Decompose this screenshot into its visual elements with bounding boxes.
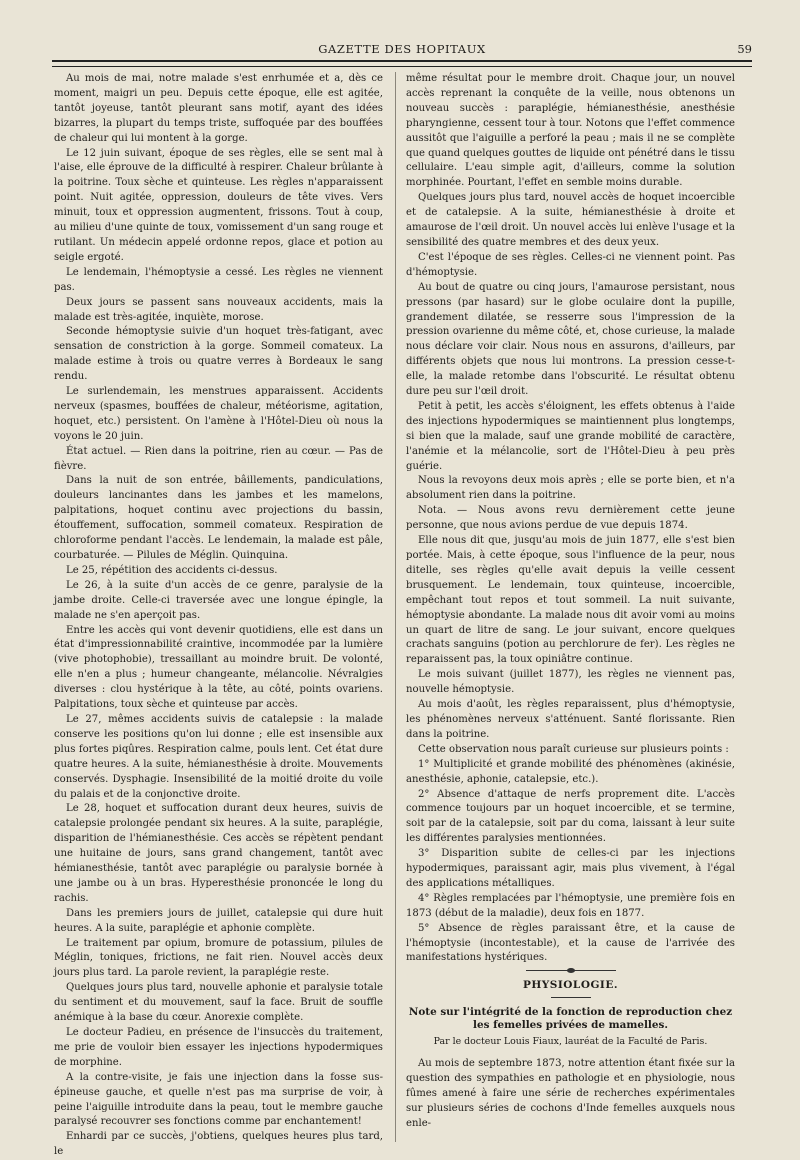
paragraph: Quelques jours plus tard, nouvel accès de hoquet incoercible et de catalepsie. A la suite, hémianesthésie à droite et amaurose de l'œil droit. Un nouvel accès lui enlève l'usage et la sensibilité des quatre membres et des deux yeux. <box>406 192 735 248</box>
left-column <box>54 72 383 1160</box>
paragraph: Deux jours se passent sans nouveaux accidents, mais la malade est très-agitée, inquiète, morose. <box>54 296 383 323</box>
section-title: PHYSIOLOGIE. <box>522 979 619 992</box>
paragraph: 4° Règles remplacées par l'hémoptysie, une première fois en 1873 (début de la maladie), deux fois en 1877. <box>406 892 735 919</box>
paragraph: Petit à petit, les accès s'éloignent, les effets obtenus à l'aide des injections hypodermiques se maintiennent plus longtemps, si bien que la malade, sauf une grande mobilité de caractère, l'anémie et la mélancolie, sort de l'Hôtel-Dieu à peu près guérie. <box>406 400 735 472</box>
article-title: Note sur l'intégrité de la fonction de reproduction chez les femelles privées de mamelles. <box>408 1006 733 1032</box>
paragraph: Seconde hémoptysie suivie d'un hoquet très-fatigant, avec sensation de constriction à la gorge. Sommeil comateux. La malade estime à trois ou quatre verres à Bordeaux le sang rendu. <box>54 326 383 383</box>
paragraph: Au mois de mai, notre malade s'est enrhumée et a, dès ce moment, maigri un peu. Depuis cette époque, elle est agitée, tantôt joyeuse, tantôt pleurant sans motif, ayant des idées bizarres, la plupart du temps triste, suffoquée par des bouffées de chaleur qui lui montent à la gorge. <box>54 73 383 144</box>
paragraph: 5° Absence de règles paraissant être, et la cause de l'hémoptysie (incontestable), et la cause de l'arrivée des manifestations hystériques. <box>406 922 735 964</box>
paragraph: Le 25, répétition des accidents ci-dessus. <box>66 564 278 576</box>
page-number: 59 <box>737 42 752 56</box>
paragraph: Le 12 juin suivant, époque de ses règles, elle se sent mal à l'aise, elle éprouve de la difficulté à respirer. Chaleur brûlante à la poitrine. Toux sèche et quinteuse. Les règles n'apparaissent point. Nuit agitée, oppression, douleurs de tête vives. Vers minuit, toux et oppression augmentent, frissons. Tout à coup, au milieu d'une quinte de toux, vomissement d'un sang rouge et rutilant. Un médecin appelé ordonne repos, glace et potion au seigle ergoté. <box>54 147 383 263</box>
paragraph: Dans la nuit de son entrée, bâillements, pandiculations, douleurs lancinantes dans les jambes et les mamelons, palpitations, hoquet continu avec projections du bassin, étouffement, suffocation, sommeil comateux. Respiration de chloroforme pendant l'accès. Le lendemain, la malade est pâle, courbaturée. — Pilules de Méglin. Quinquina. <box>54 475 383 561</box>
text-columns <box>54 72 752 1158</box>
section-separator <box>526 968 616 974</box>
paragraph: 2° Absence d'attaque de nerfs proprement dite. L'accès commence toujours par un hoquet incoercible, et se termine, soit par de la catalepsie, soit par du coma, laissant à leur suite les différentes paralysies mentionnées. <box>406 788 735 845</box>
paragraph: 3° Disparition subite de celles-ci par les injections hypodermiques, paraissant agir, mais plus vivement, à l'égal des applications métalliques. <box>406 848 735 889</box>
paragraph: même résultat pour le membre droit. Chaque jour, un nouvel accès reprenant la conquête de la veille, nous obtenons un nouveau succès : paraplégie, hémianesthésie, anesthésie pharyngienne, cessent tour à tour. Notons que l'effet commence aussitôt que l'aiguille a perforé la peau ; mais il ne se complète que quand quelques gouttes de liquide ont pénétré dans le tissu cellulaire. L'eau simple agit, d'ailleurs, comme la solution morphinée. Pourtant, l'effet en semble moins durable. <box>406 73 735 189</box>
paragraph: Elle nous dit que, jusqu'au mois de juin 1877, elle s'est bien portée. Mais, à cette époque, sous l'influence de la peur, nous ditelle, ses règles qu'elle avait depuis la veille cessent brusquement. Le lendemain, toux quinteuse, incoercible, empêchant tout repos et tout sommeil. La nuit suivante, hémoptysie abondante. La malade nous dit avoir vomi au moins un quart de litre de sang. Le jour suivant, encore quelques crachats sanguins (potion au perchlorure de fer). Les règles ne reparaissent pas, la toux opiniâtre continue. <box>406 535 735 666</box>
header-rule <box>52 60 752 67</box>
column-divider <box>395 72 396 1142</box>
paragraph: Au bout de quatre ou cinq jours, l'amaurose persistant, nous pressons (par hasard) sur le globe oculaire dont la pupille, grandement dilatée, se resserre sous l'impression de la pression ovarienne du même côté, et, chose curieuse, la malade nous déclare voir clair. Nous nous en assurons, d'ailleurs, par différents objets que nous lui montrons. La pression cesse-t-elle, la malade retombe dans l'obscurité. Le résultat obtenu dure peu sur l'œil droit. <box>406 281 735 398</box>
article-byline: Par le docteur Louis Fiaux, lauréat de la Faculté de Paris. <box>433 1036 708 1048</box>
paragraph: Quelques jours plus tard, nouvelle aphonie et paralysie totale du sentiment et du mouvement, sauf la face. Bruit de souffle anémique à la base du cœur. Anorexie complète. <box>54 982 383 1024</box>
title-rule <box>551 997 591 998</box>
paragraph: Le traitement par opium, bromure de potassium, pilules de Méglin, toniques, frictions, ne fait rien. Nouvel accès deux jours plus tard. La parole revient, la paraplégie reste. <box>54 937 383 979</box>
paragraph: Cette observation nous paraît curieuse sur plusieurs points : <box>418 743 729 755</box>
paragraph: Enhardi par ce succès, j'obtiens, quelques heures plus tard, le <box>54 1131 383 1158</box>
paragraph: Au mois d'août, les règles reparaissent, plus d'hémoptysie, les phénomènes nerveux s'atténuent. Santé florissante. Rien dans la poitrine. <box>406 699 735 740</box>
paragraph: Dans les premiers jours de juillet, catalepsie qui dure huit heures. A la suite, paraplégie et aphonie complète. <box>54 907 383 934</box>
paragraph: Le docteur Padieu, en présence de l'insuccès du traitement, me prie de vouloir bien essayer les injections hypodermiques de morphine. <box>54 1027 383 1068</box>
paragraph: État actuel. — Rien dans la poitrine, rien au cœur. — Pas de fièvre. <box>54 445 383 472</box>
paragraph: A la contre-visite, je fais une injection dans la fosse sus-épineuse gauche, et quelle n'est pas ma surprise de voir, à peine l'aiguille introduite dans la peau, tout le membre gauche paralysé recouvrer ses fonctions comme par enchantement! <box>54 1071 383 1128</box>
paragraph: Nous la revoyons deux mois après ; elle se porte bien, et n'a absolument rien dans la poitrine. <box>406 475 735 502</box>
paragraph: Le 26, à la suite d'un accès de ce genre, paralysie de la jambe droite. Celle-ci traversée avec une longue épingle, la malade ne s'en aperçoit pas. <box>54 579 383 621</box>
paragraph: 1° Multiplicité et grande mobilité des phénomènes (akinésie, anesthésie, aphonie, catalepsie, etc.). <box>406 758 735 785</box>
page-header <box>52 40 752 62</box>
paragraph: Nota. — Nous avons revu dernièrement cette jeune personne, que nous avions perdue de vue depuis 1874. <box>406 505 735 532</box>
paragraph: Le 28, hoquet et suffocation durant deux heures, suivis de catalepsie prolongée pendant six heures. A la suite, paraplégie, disparition de l'hémianesthésie. Ces accès se répètent pendant une huitaine de jours, sans grand changement, tantôt avec hémianesthésie, tantôt avec paraplégie ou paralysie bornée à une jambe ou à un bras. Hyperesthésie prononcée le long du rachis. <box>54 803 383 904</box>
paragraph: Le lendemain, l'hémoptysie a cessé. Les règles ne viennent pas. <box>54 266 383 293</box>
paragraph: Entre les accès qui vont devenir quotidiens, elle est dans un état d'impressionnabilité craintive, incommodée par la lumière (vive photophobie), tressaillant au moindre bruit. De volonté, elle n'en a plus ; humeur changeante, mélancolie. Névralgies diverses : clou hystérique à la tête, au côté, points ovariens. Palpitations, toux sèche et quinteuse par accès. <box>54 624 383 711</box>
right-column <box>406 72 735 1132</box>
paragraph: C'est l'époque de ses règles. Celles-ci ne viennent point. Pas d'hémoptysie. <box>406 251 735 278</box>
running-title: GAZETTE DES HOPITAUX <box>318 42 486 56</box>
paragraph: Au mois de septembre 1873, notre attention étant fixée sur la question des sympathies en pathologie et en physiologie, nous fûmes amené à faire une série de recherches expérimentales sur plusieurs séries de cochons d'Inde femelles auxquels nous enle- <box>406 1058 735 1129</box>
paragraph: Le mois suivant (juillet 1877), les règles ne viennent pas, nouvelle hémoptysie. <box>406 669 735 696</box>
paragraph: Le surlendemain, les menstrues apparaissent. Accidents nerveux (spasmes, bouffées de chaleur, météorisme, agitation, hoquet, etc.) persistent. On l'amène à l'Hôtel-Dieu où nous la voyons le 20 juin. <box>54 386 383 442</box>
paragraph: Le 27, mêmes accidents suivis de catalepsie : la malade conserve les positions qu'on lui donne ; elle est insensible aux plus fortes piqûres. Respiration calme, pouls lent. Cet état dure quatre heures. A la suite, hémianesthésie à droite. Mouvements conservés. Dysphagie. Insensibilité de la moitié droite du voile du palais et de la conjonctive droite. <box>54 713 383 800</box>
